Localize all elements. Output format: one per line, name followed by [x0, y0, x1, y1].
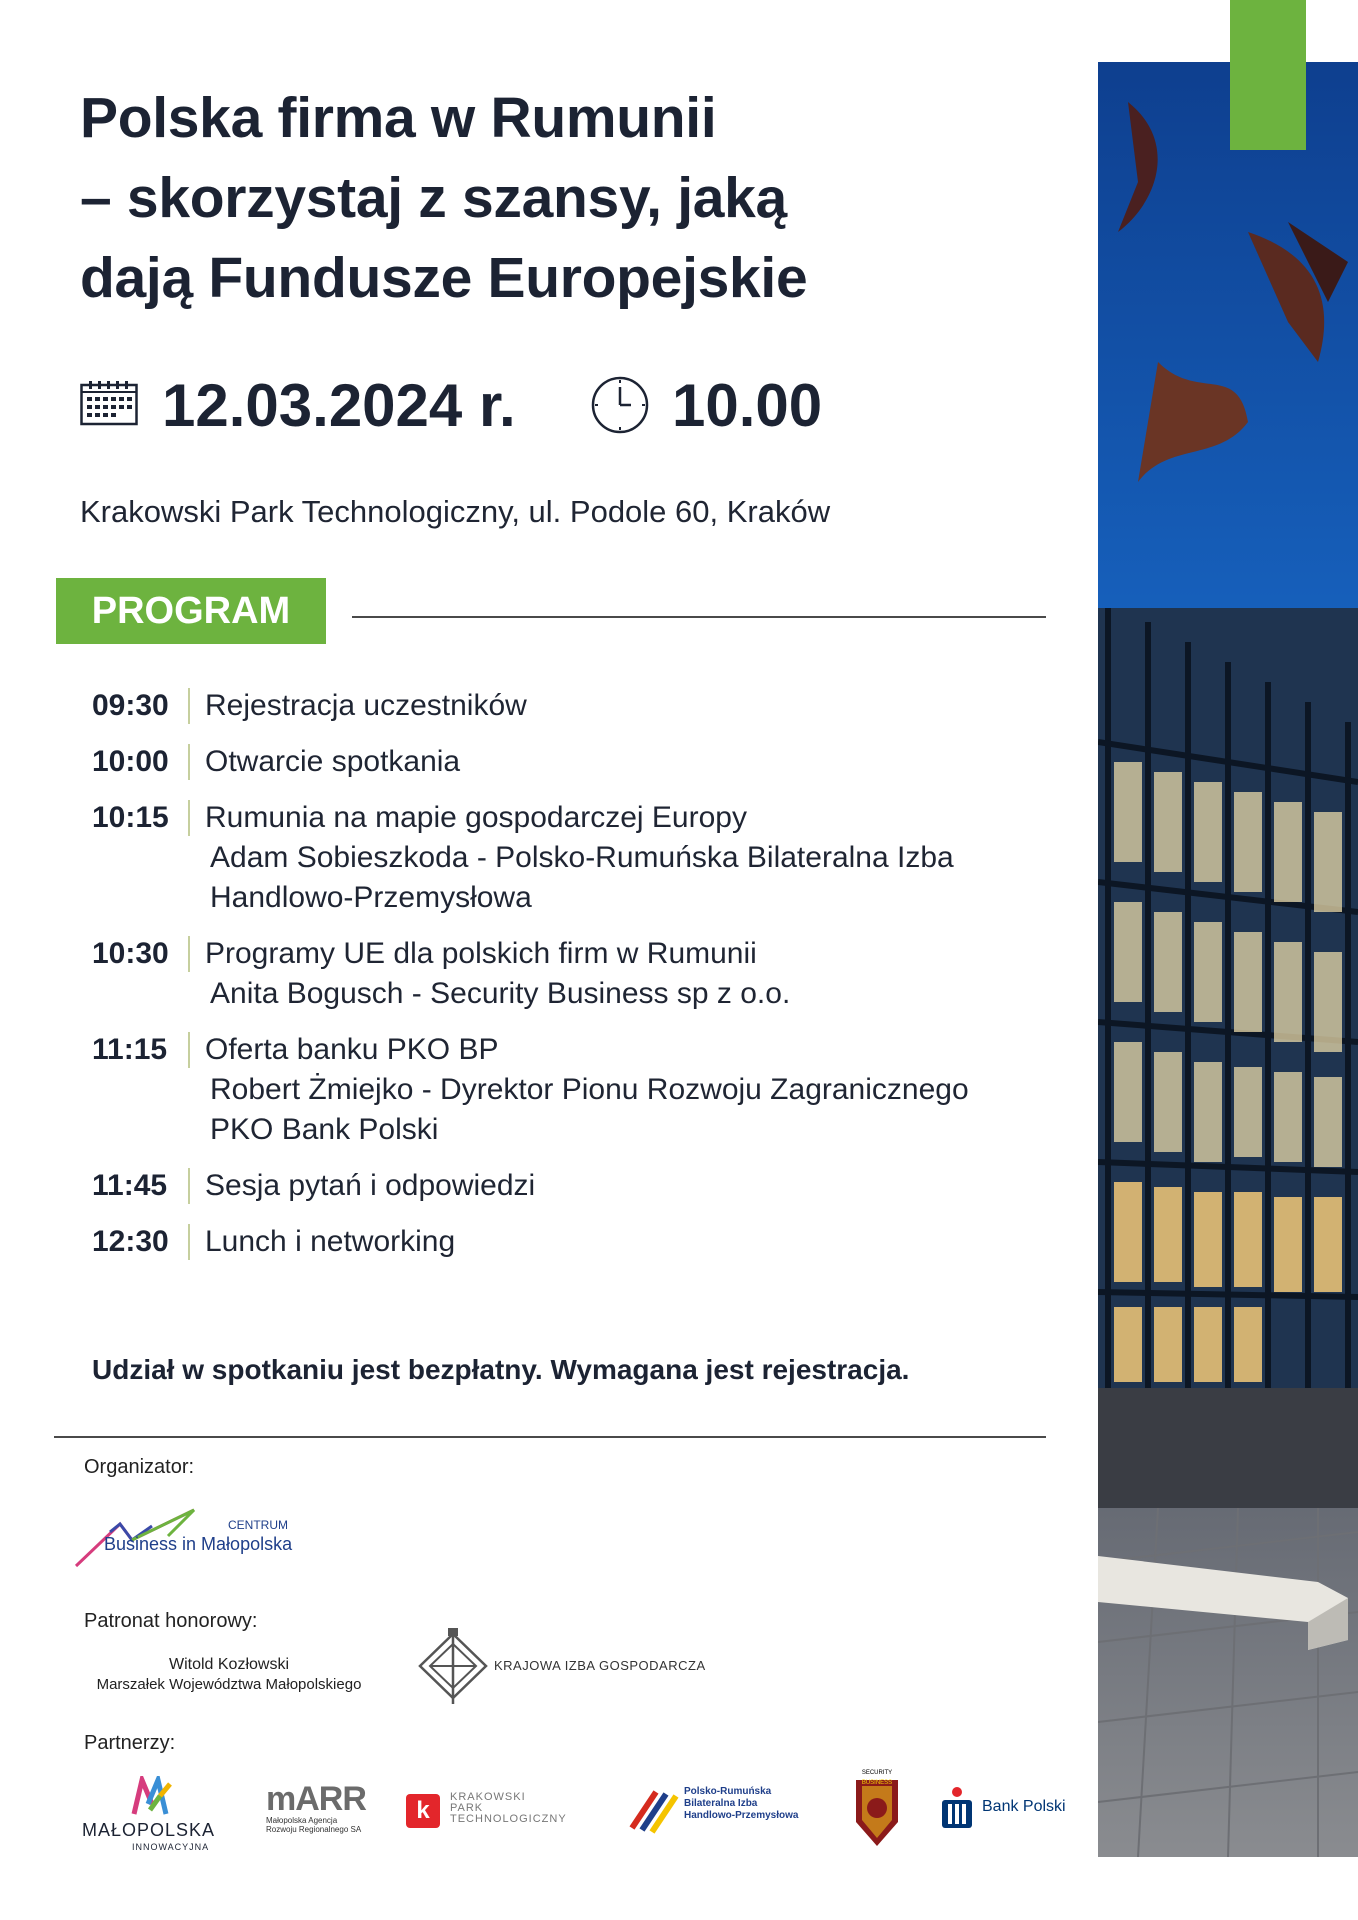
kig-text: KRAJOWA IZBA GOSPODARCZA	[494, 1658, 706, 1673]
agenda-item	[92, 742, 1032, 782]
agenda-separator	[188, 1224, 190, 1260]
kpt-line-1: KRAKOWSKI	[450, 1791, 526, 1803]
event-date: 12.03.2024 r.	[162, 372, 516, 439]
agenda-item	[92, 934, 1032, 1014]
clock-icon	[590, 375, 650, 435]
agenda-time: 10:15	[92, 801, 169, 834]
krakowski-park-technologiczny-logo	[406, 1788, 586, 1838]
patron-name: Witold Kozłowski	[168, 1656, 290, 1673]
agenda-text	[205, 742, 460, 782]
agenda-title: Programy UE dla polskich firm w Rumunii	[205, 937, 757, 970]
patron-role: Marszałek Województwa Małopolskiego	[96, 1676, 362, 1693]
agenda-speaker: Handlowo-Przemysłowa	[210, 881, 532, 914]
agenda-speaker: Adam Sobieszkoda - Polsko-Rumuńska Bilateralna Izba	[210, 841, 954, 874]
prihp-line-1: Polsko-Rumuńska	[684, 1786, 772, 1797]
agenda-text	[205, 686, 527, 726]
agenda-list	[92, 686, 1032, 1278]
agenda-title: Oferta banku PKO BP	[205, 1033, 499, 1066]
agenda-separator	[188, 688, 190, 724]
kpt-line-3: TECHNOLOGICZNY	[450, 1813, 567, 1825]
kpt-k-icon: k	[406, 1794, 440, 1828]
logo-small-text: CENTRUM	[228, 1518, 288, 1532]
prihp-mark	[626, 1782, 680, 1836]
divider	[54, 1436, 1046, 1438]
prihp-line-3: Handlowo-Przemysłowa	[684, 1810, 799, 1821]
building-illustration	[1098, 62, 1358, 1857]
agenda-separator	[188, 936, 190, 972]
pko-text: Bank Polski	[982, 1798, 1066, 1815]
kig-logo	[416, 1626, 736, 1706]
event-time: 10.00	[672, 372, 823, 439]
agenda-time: 10:00	[92, 745, 169, 778]
agenda-time: 09:30	[92, 689, 169, 722]
malopolska-sub: INNOWACYJNA	[132, 1842, 210, 1852]
agenda-item	[92, 1222, 1032, 1262]
agenda-time: 11:45	[92, 1169, 168, 1202]
agenda-time: 11:15	[92, 1033, 168, 1066]
marr-logo	[266, 1782, 376, 1842]
program-heading: PROGRAM	[56, 578, 326, 644]
agenda-item	[92, 686, 1032, 726]
accent-green-tab	[1230, 0, 1306, 150]
patronage-label: Patronat honorowy:	[84, 1610, 258, 1632]
agenda-separator	[188, 1032, 190, 1068]
registration-note: Udział w spotkaniu jest bezpłatny. Wymagana jest rejestracja.	[92, 1354, 910, 1385]
prihp-line-2: Bilateralna Izba	[684, 1798, 758, 1809]
marr-sub-1: Małopolska Agencja	[266, 1816, 338, 1825]
page-title	[80, 78, 1040, 318]
agenda-separator	[188, 1168, 190, 1204]
agenda-title: Rumunia na mapie gospodarczej Europy	[205, 801, 747, 834]
agenda-title: Sesja pytań i odpowiedzi	[205, 1169, 536, 1202]
agenda-time: 12:30	[92, 1225, 169, 1258]
agenda-speaker: Robert Żmiejko - Dyrektor Pionu Rozwoju Zagranicznego	[210, 1073, 969, 1106]
partners-label: Partnerzy:	[84, 1732, 176, 1754]
agenda-text	[205, 1030, 969, 1150]
agenda-text	[205, 934, 790, 1014]
marr-sub-2: Rozwoju Regionalnego SA	[266, 1825, 362, 1834]
malopolska-text: MAŁOPOLSKA	[82, 1820, 216, 1840]
marr-text: mARR	[266, 1780, 366, 1818]
kpt-line-2: PARK	[450, 1802, 484, 1814]
event-location: Krakowski Park Technologiczny, ul. Podole 60, Kraków	[80, 494, 831, 529]
agenda-item	[92, 1030, 1032, 1150]
malopolska-m-mark	[130, 1776, 176, 1816]
agenda-title: Otwarcie spotkania	[205, 745, 461, 778]
security-text: SECURITY	[861, 1770, 893, 1776]
date-time-row	[80, 370, 1060, 442]
malopolska-innowacyjna-logo	[82, 1776, 222, 1856]
agenda-speaker: Anita Bogusch - Security Business sp z o.o.	[210, 977, 791, 1010]
prihp-logo	[626, 1782, 826, 1838]
organizer-label: Organizator:	[84, 1456, 195, 1478]
agenda-text	[205, 798, 954, 918]
title-line-1: Polska firma w Rumunii	[80, 86, 717, 150]
pko-bank-polski-logo	[940, 1786, 1070, 1836]
agenda-title: Lunch i networking	[205, 1225, 456, 1258]
agenda-item	[92, 798, 1032, 918]
title-line-3: dają Fundusze Europejskie	[80, 246, 808, 310]
agenda-speaker: PKO Bank Polski	[210, 1113, 439, 1146]
calendar-icon	[80, 380, 138, 426]
building-photo	[1098, 62, 1358, 1857]
agenda-separator	[188, 744, 190, 780]
agenda-separator	[188, 800, 190, 836]
agenda-time: 10:30	[92, 937, 169, 970]
agenda-title: Rejestracja uczestników	[205, 689, 527, 722]
agenda-text	[205, 1222, 455, 1262]
security-business-logo	[854, 1770, 900, 1848]
business-in-malopolska-logo	[72, 1506, 302, 1572]
pko-mark	[940, 1786, 974, 1830]
divider	[352, 616, 1046, 618]
business-text: BUSINESS	[861, 1780, 893, 1786]
agenda-item	[92, 1166, 1032, 1206]
title-line-2: – skorzystaj z szansy, jaką	[80, 166, 787, 230]
patron-person	[84, 1656, 374, 1693]
kig-emblem	[416, 1626, 490, 1704]
logo-main-text: Business in Małopolska	[104, 1534, 293, 1554]
agenda-text	[205, 1166, 535, 1206]
